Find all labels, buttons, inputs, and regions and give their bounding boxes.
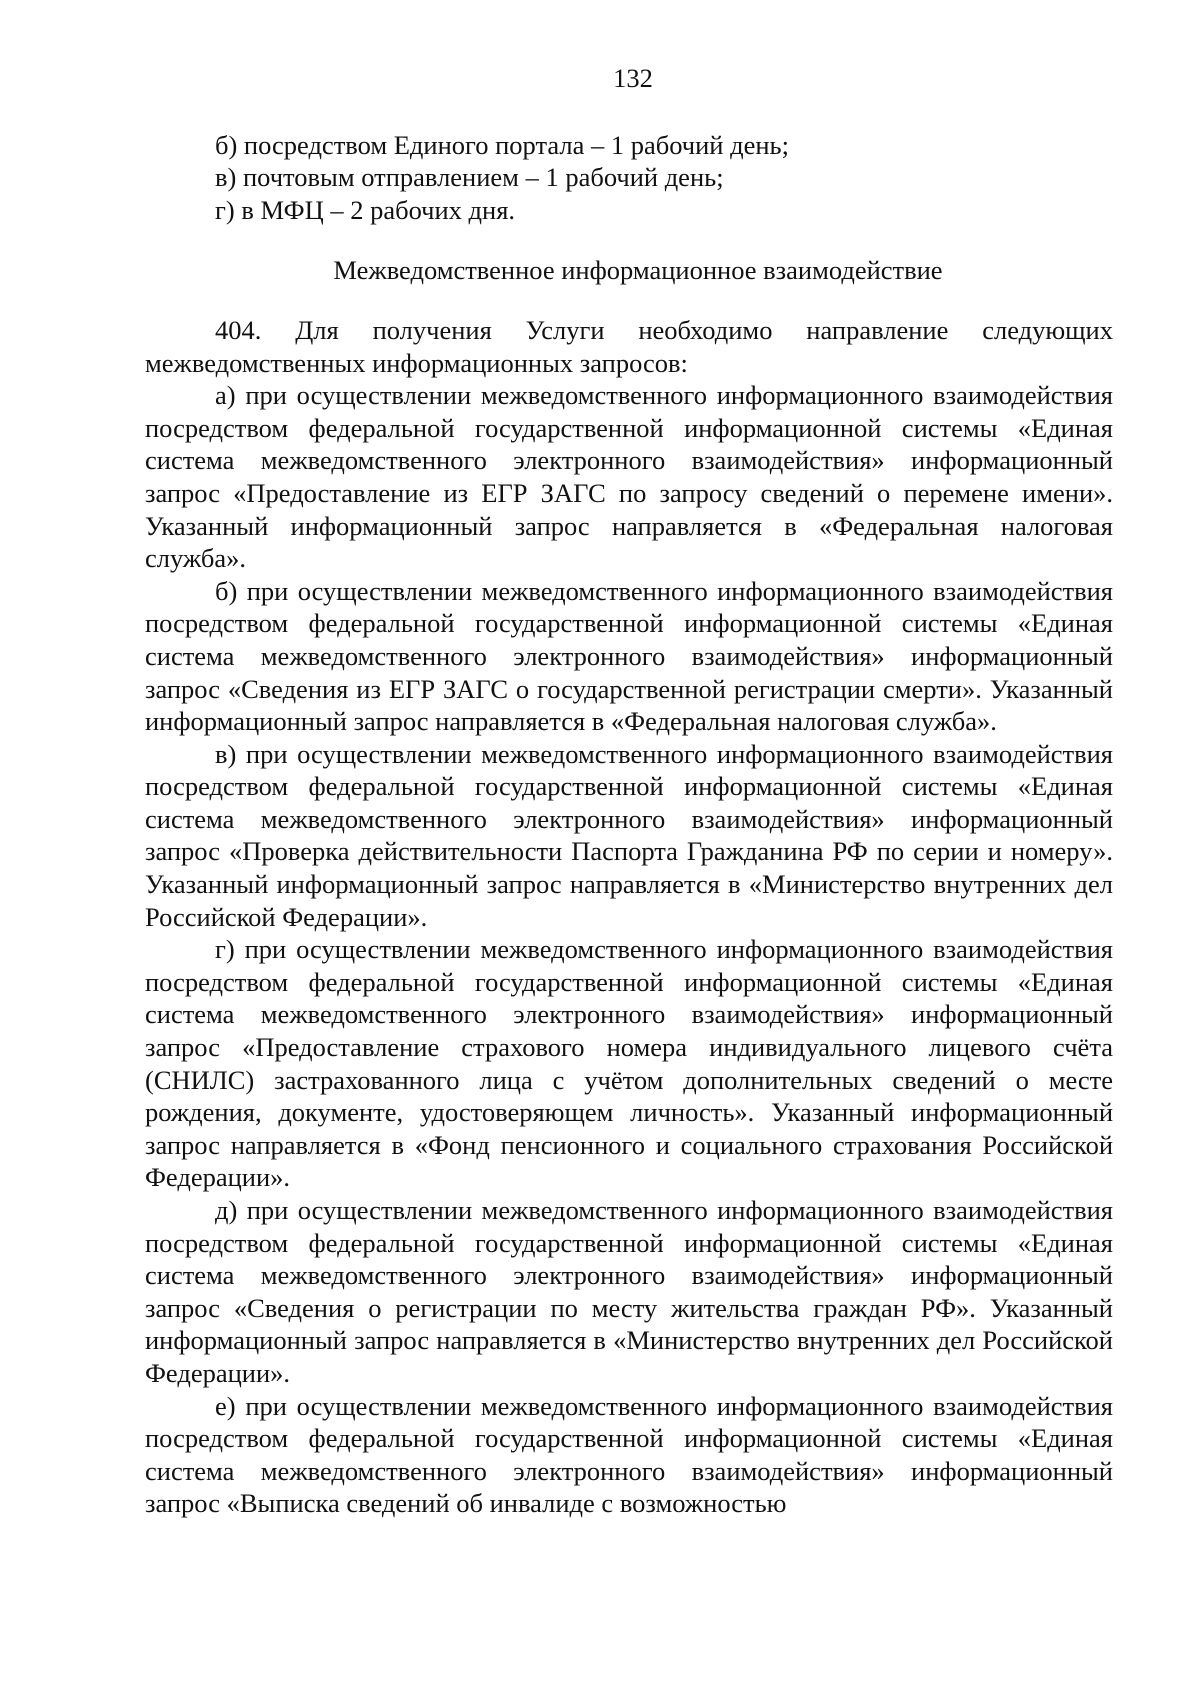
- list-item: б) посредством Единого портала – 1 рабочий день;: [215, 129, 789, 160]
- section-heading: Межведомственное информационное взаимодействие: [333, 255, 943, 286]
- body-text: [145, 314, 1113, 1520]
- paragraph-item-e: е) при осуществлении межведомственного информационного взаимодействия посредством федеральной государственной информационной системы «Единая система межведомственного электронного взаимодействия» информационный запрос «Выписка сведений об инвалиде с возможностью: [145, 1390, 1113, 1519]
- paragraph-item-g: г) при осуществлении межведомственного информационного взаимодействия посредством федеральной государственной информационной системы «Единая система межведомственного электронного взаимодействия» информационный запрос «Предоставление страхового номера индивидуального лицевого счёта (СНИЛС) застрахованного лица с учётом дополнительных сведений о месте рождения, документе, удостоверяющем личность». Указанный информационный запрос направляется в «Фонд пенсионного и социального страхования Российской Федерации».: [145, 934, 1113, 1193]
- list-item: г) в МФЦ – 2 рабочих дня.: [215, 194, 516, 225]
- paragraph-item-v: в) при осуществлении межведомственного информационного взаимодействия посредством федеральной государственной информационной системы «Единая система межведомственного электронного взаимодействия» информационный запрос «Проверка действительности Паспорта Гражданина РФ по серии и номеру». Указанный информационный запрос направляется в «Министерство внутренних дел Российской Федерации».: [145, 738, 1113, 932]
- paragraph-item-d: д) при осуществлении межведомственного информационного взаимодействия посредством федеральной государственной информационной системы «Единая система межведомственного электронного взаимодействия» информационный запрос «Сведения о регистрации по месту жительства граждан РФ». Указанный информационный запрос направляется в «Министерство внутренних дел Российской Федерации».: [145, 1195, 1113, 1388]
- paragraph-item-b: б) при осуществлении межведомственного информационного взаимодействия посредством федеральной государственной информационной системы «Единая система межведомственного электронного взаимодействия» информационный запрос «Сведения из ЕГР ЗАГС о государственной регистрации смерти». Указанный информационный запрос направляется в «Федеральная налоговая служба».: [145, 575, 1113, 737]
- deadline-list: [145, 129, 1113, 227]
- document-page: [145, 62, 1113, 1520]
- paragraph-404: 404. Для получения Услуги необходимо направление следующих межведомственных информационных запросов:: [145, 314, 1113, 378]
- list-item: в) почтовым отправлением – 1 рабочий день;: [215, 162, 724, 193]
- page-number: 132: [613, 63, 653, 93]
- paragraph-item-a: а) при осуществлении межведомственного информационного взаимодействия посредством федеральной государственной информационной системы «Единая система межведомственного электронного взаимодействия» информационный запрос «Предоставление из ЕГР ЗАГС по запросу сведений о перемене имени». Указанный информационный запрос направляется в «Федеральная налоговая служба».: [145, 380, 1113, 574]
